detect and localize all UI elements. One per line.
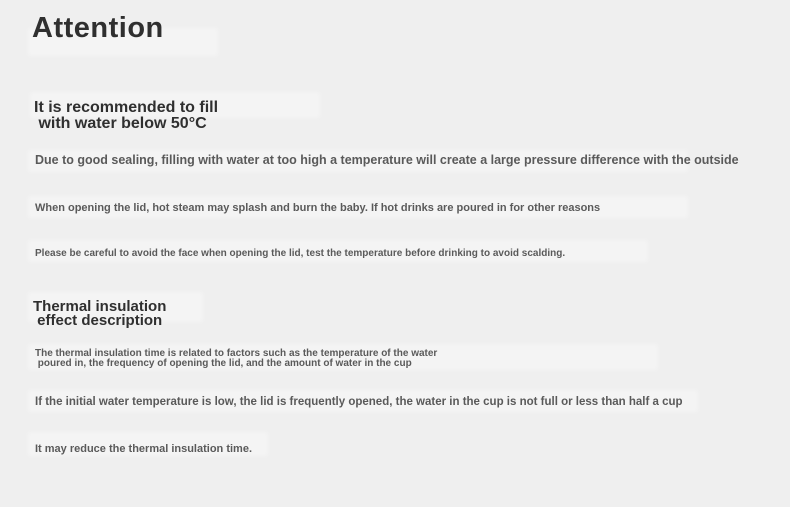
paragraph-avoid-scalding: Please be careful to avoid the face when opening the lid, test the temperature before drinking to avoid scalding.	[35, 248, 566, 259]
paragraph-insulation-factors: The thermal insulation time is related to factors such as the temperature of the water poured in, the frequency of opening the lid, and the amount of water in the cup	[35, 348, 438, 369]
paragraph-hot-steam-warning: When opening the lid, hot steam may splash and burn the baby. If hot drinks are poured in for other reasons	[35, 202, 601, 214]
paragraph-sealing-pressure: Due to good sealing, filling with water at too high a temperature will create a large pressure difference with the outside	[35, 153, 739, 167]
paragraph-low-temperature-conditions: If the initial water temperature is low, the lid is frequently opened, the water in the cup is not full or less than half a cup	[35, 396, 683, 408]
section-heading-thermal-insulation: Thermal insulation effect description	[33, 298, 167, 329]
section-heading-water-temperature: It is recommended to fill with water below 50°C	[34, 99, 219, 132]
paragraph-reduced-insulation-time: It may reduce the thermal insulation time.	[35, 443, 252, 455]
page-title: Attention	[32, 12, 164, 44]
